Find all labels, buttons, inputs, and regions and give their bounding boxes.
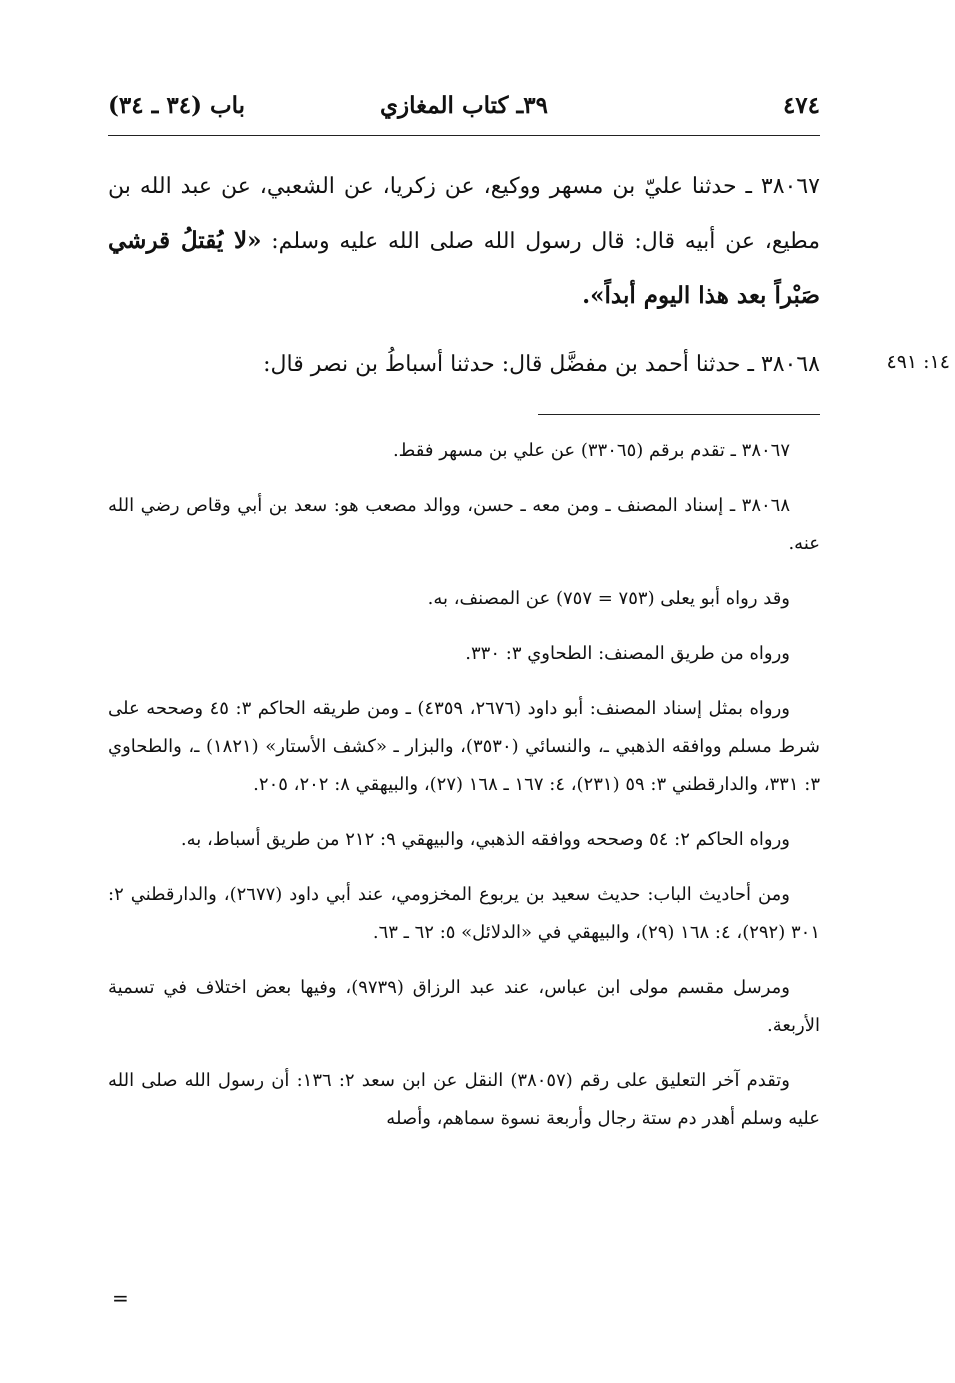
footnote-paragraph: ٣٨٠٦٨ ـ إسناد المصنف ـ ومن معه ـ حسن، ووالد مصعب هو: سعد بن أبي وقاص رضي الله عنه. (108, 495, 820, 554)
footnote-paragraph: ٣٨٠٦٧ ـ تقدم برقم (٣٣٠٦٥) عن علي بن مسهر فقط. (392, 440, 790, 461)
header-divider (108, 135, 820, 136)
continuation-mark: = (112, 1286, 129, 1310)
chapter-label: باب (٣٤ ـ ٣٤) (108, 92, 246, 119)
footnote-paragraph: ومرسل مقسم مولى ابن عباس، عند عبد الرزاق (٩٧٣٩)، وفيها بعض اختلاف في تسمية الأربعة. (108, 977, 820, 1036)
page-number: ٤٧٤ (782, 92, 820, 119)
book-title: ٣٩ـ كتاب المغازي (380, 92, 548, 119)
hadith-paragraph (108, 160, 820, 324)
footnote-paragraph: وتقدم آخر التعليق على رقم (٣٨٠٥٧) النقل عن ابن سعد ٢: ١٣٦: أن رسول الله صلى الله عليه وسلم أهدر دم ستة رجال وأربعة نسوة سماهم، وأصله (108, 1070, 820, 1129)
footnote-paragraph: وقد رواه أبو يعلى (٧٥٣ = ٧٥٧) عن المصنف، به. (427, 588, 790, 609)
running-header (108, 86, 820, 130)
hadith-chain: ٣٨٠٦٧ ـ حدثنا عليّ بن مسهر ووكيع، عن زكريا، عن الشعبي، عن عبد الله بن مطيع، عن أبيه قال: قال رسول الله صلى الله عليه وسلم: (108, 174, 821, 254)
footnote-paragraph: ورواه الحاكم ٢: ٥٤ وصححه ووافقه الذهبي، والبيهقي ٩: ٢١٢ من طريق أسباط، به. (180, 829, 790, 850)
hadith-paragraph: ٣٨٠٦٨ ـ حدثنا أحمد بن مفضَّل قال: حدثنا أسباطُ بن نصر قال: (263, 352, 820, 377)
footnote-paragraph: ومن أحاديث الباب: حديث سعيد بن يربوع المخزومي، عند أبي داود (٢٦٧٧)، والدارقطني ٢: ٣٠١ (٢٩٢)، ٤: ١٦٨ (٢٩)، والبيهقي في «الدلائل» ٥: ٦٢ ـ ٦٣. (108, 884, 820, 943)
footnote-paragraph: ورواه من طريق المصنف: الطحاوي ٣: ٣٣٠. (465, 643, 790, 664)
footnote-divider (538, 414, 820, 415)
hadith-saying: «لا يُقتلُ قرشي صَبْراً بعد هذا اليوم أبداً». (108, 227, 820, 309)
main-text (108, 160, 820, 392)
margin-reference: ١٤: ٤٩١ (886, 351, 950, 373)
footnote-paragraph: ورواه بمثل إسناد المصنف: أبو داود (٢٦٧٦، ٤٣٥٩) ـ ومن طريقه الحاكم ٣: ٤٥ وصححه على شرط مسلم ووافقه الذهبي ـ، والنسائي (٣٥٣٠)، والبزار ـ «كشف الأستار» (١٨٢١) ـ، والطحاوي ٣: ٣٣١، والدارقطني ٣: ٥٩ (٢٣١)، ٤: ١٦٧ ـ ١٦٨ (٢٧)، والبيهقي ٨: ٢٠٢، ٢٠٥. (108, 698, 820, 795)
footnotes (108, 432, 820, 1138)
